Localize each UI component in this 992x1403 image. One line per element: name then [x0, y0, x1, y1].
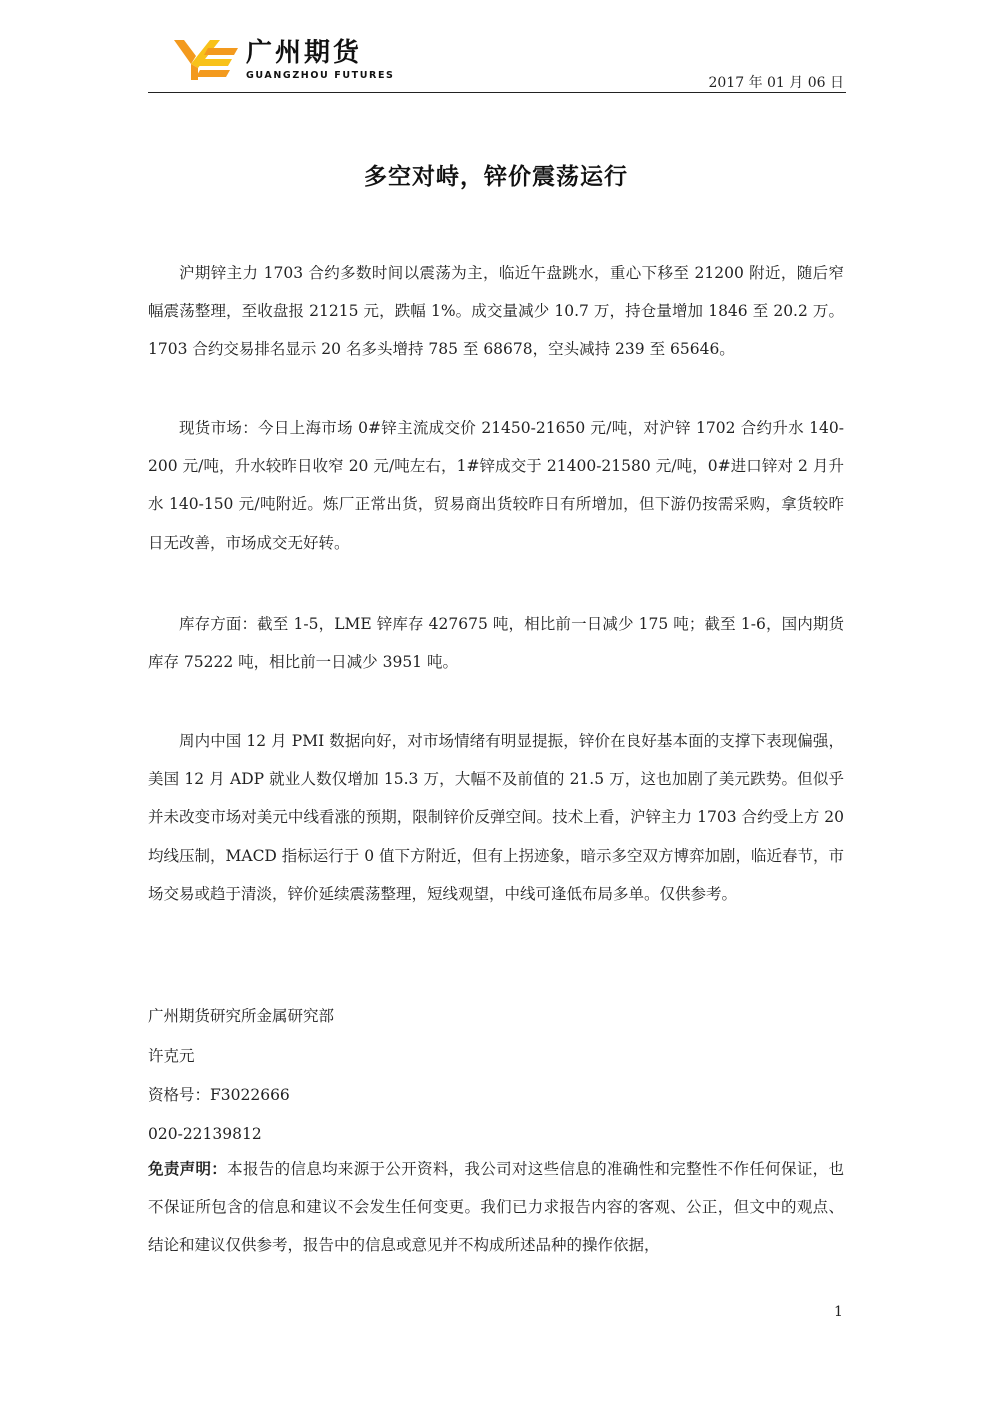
- disclaimer: [148, 1150, 844, 1265]
- page-number: 1: [834, 1304, 843, 1320]
- report-title: 多空对峙，锌价震荡运行: [364, 164, 628, 190]
- phone-number: 020-22139812: [148, 1125, 262, 1143]
- analyst-name: 许克元: [148, 1047, 195, 1065]
- brand-name: 广州期货: [246, 38, 363, 68]
- inventory-paragraph: 库存方面：截至 1-5，LME 锌库存 427675 吨，相比前一日减少 175 吨；截至 1-6，国内期货库存 75222 吨，相比前一日减少 3951 吨。: [148, 615, 844, 672]
- brand-name-en: GUANGZHOU FUTURES: [246, 70, 395, 81]
- outlook-paragraph: 周内中国 12 月 PMI 数据向好，对市场情绪有明显提振，锌价在良好基本面的支撑下表现偏强，美国 12 月 ADP 就业人数仅增加 15.3 万，大幅不及前值的 21.5 万，这也加剧了美元跌势。但似乎并未改变市场对美元中线看涨的预期，限制锌价反弹空间。技术上看，沪锌主力 1703 合约受上方 20 均线压制，MACD 指标运行于 0 值下方附近，但有上拐迹象，暗示多空双方博弈加剧，临近春节，市场交易或趋于清淡，锌价延续震荡整理，短线观望，中线可逢低布局多单。仅供参考。: [148, 732, 844, 903]
- market-summary-paragraph: 沪期锌主力 1703 合约多数时间以震荡为主，临近午盘跳水，重心下移至 21200 附近，随后窄幅震荡整理，至收盘报 21215 元，跌幅 1%。成交量减少 10.7 万，持仓量增加 1846 至 20.2 万。1703 合约交易排名显示 20 名多头增持 785 至 68678，空头减持 239 至 65646。: [148, 264, 844, 359]
- spot-market-paragraph: 现货市场：今日上海市场 0#锌主流成交价 21450-21650 元/吨，对沪锌 1702 合约升水 140-200 元/吨，升水较昨日收窄 20 元/吨左右，1#锌成交于 21400-21580 元/吨，0#进口锌对 2 月升水 140-150 元/吨附近。炼厂正常出货，贸易商出货较昨日有所增加，但下游仍按需采购，拿货较昨日无改善，市场成交无好转。: [148, 419, 844, 552]
- guangzhou-futures-logo-icon: [174, 38, 240, 80]
- report-date: 2017 年 01 月 06 日: [708, 75, 844, 91]
- disclaimer-label: 免责声明：: [148, 1160, 228, 1178]
- department-name: 广州期货研究所金属研究部: [148, 1007, 335, 1025]
- page-header: [148, 34, 846, 94]
- qualification-number: 资格号：F3022666: [148, 1086, 290, 1104]
- disclaimer-text: 本报告的信息均来源于公开资料，我公司对这些信息的准确性和完整性不作任何保证，也不保证所包含的信息和建议不会发生任何变更。我们已力求报告内容的客观、公正，但文中的观点、结论和建议仅供参考，报告中的信息或意见并不构成所述品种的操作依据，: [148, 1160, 844, 1255]
- header-divider: [148, 92, 846, 93]
